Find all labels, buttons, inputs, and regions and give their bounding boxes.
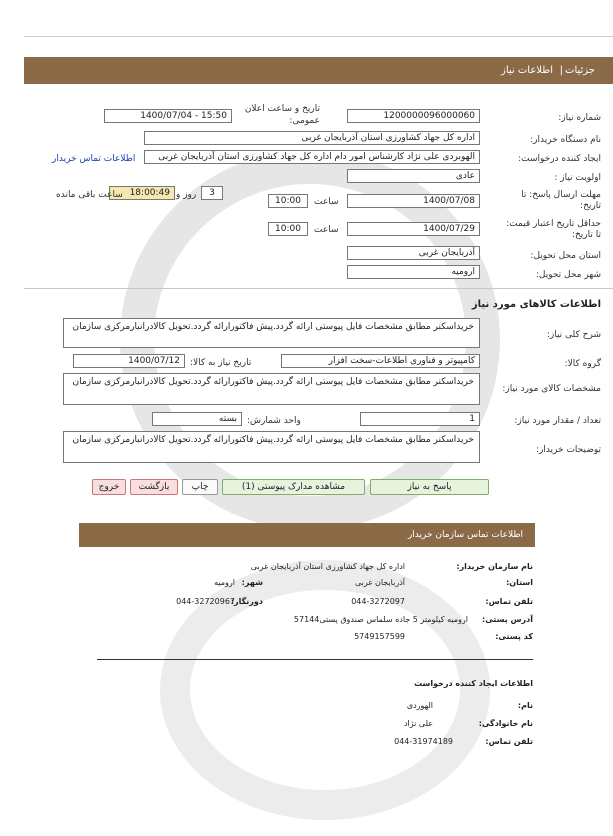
buyer-label: نام دستگاه خریدار:: [530, 135, 601, 145]
announce-date-field: 1400/07/04 - 15:50: [104, 109, 232, 123]
need-date-field: 1400/07/12: [73, 354, 185, 368]
contact-province-label: استان:: [506, 578, 533, 587]
back-button[interactable]: بازگشت: [130, 479, 178, 495]
remaining-days-field: 3: [201, 186, 223, 200]
buyer-field: اداره کل جهاد کشاورزی استان آذربایجان غربی: [144, 131, 480, 145]
contact-divider: [97, 659, 533, 660]
announce-date-label: تاریخ و ساعت اعلان عمومی:: [244, 104, 320, 126]
unit-label: واحد شمارش:: [247, 416, 301, 426]
exit-button[interactable]: خروج: [92, 479, 126, 495]
priority-label: اولویت نیاز :: [554, 173, 601, 183]
requester-last-name-label: نام خانوادگی:: [478, 719, 533, 728]
delivery-city-label: شهر محل تحویل:: [535, 270, 601, 280]
contact-phone-value: 044-3272097: [351, 597, 405, 606]
priority-field: عادی: [347, 169, 480, 183]
contact-fax-label: دورنگار:: [230, 597, 263, 606]
delivery-city-field: ارومیه: [347, 265, 480, 279]
requester-section-title: اطلاعات ایجاد کننده درخواست: [414, 679, 533, 688]
breadcrumb-details[interactable]: جزئیات: [565, 65, 595, 76]
contact-info-bar: [79, 523, 535, 547]
quantity-label: تعداد / مقدار مورد نیاز:: [514, 416, 601, 426]
validity-time-field: 10:00: [268, 222, 308, 236]
goods-group-field: کامپیوتر و فناوری اطلاعات-سخت افزار: [281, 354, 480, 368]
general-desc-label: شرح کلی نیاز:: [546, 330, 601, 340]
deadline-time-field: 10:00: [268, 194, 308, 208]
remaining-hours-label: ساعت باقی مانده: [56, 190, 123, 200]
delivery-province-field: آذربایجان غربی: [347, 246, 480, 260]
contact-postal-label: کد پستی:: [495, 632, 533, 641]
deadline-date-field: 1400/07/08: [347, 194, 480, 208]
breadcrumb-need-info[interactable]: اطلاعات نیاز: [501, 65, 553, 76]
general-desc-field: خریداسکنر مطابق مشخصات فایل پیوستی ارائه گردد.پیش فاکتورارائه گردد.تحویل کالادرانبارمرکزی سازمان: [63, 318, 480, 348]
contact-fax-value: 044-32720967: [176, 597, 235, 606]
delivery-province-label: استان محل تحویل:: [530, 251, 601, 261]
unit-field: بسته: [152, 412, 242, 426]
top-divider: [24, 36, 613, 37]
remaining-time-field: 18:00:49: [109, 186, 175, 200]
buyer-contact-link[interactable]: اطلاعات تماس خریدار: [52, 154, 136, 164]
requester-first-name-value: الهوردی: [406, 701, 433, 710]
deadline-time-label: ساعت: [314, 197, 339, 207]
org-name-label: نام سازمان خریدار:: [456, 562, 533, 571]
contact-phone-label: تلفن تماس:: [485, 597, 533, 606]
title-bar: [24, 57, 613, 84]
validity-time-label: ساعت: [314, 225, 339, 235]
buyer-notes-label: توضیحات خریدار:: [535, 445, 601, 455]
goods-spec-label: مشخصات کالای مورد نیاز:: [502, 384, 601, 394]
goods-group-label: گروه کالا:: [564, 359, 601, 369]
buyer-notes-field: خریداسکنر مطابق مشخصات فایل پیوستی ارائه گردد.پیش فاکتورارائه گردد.تحویل کالادرانبارمرکزی سازمان: [63, 431, 480, 463]
deadline-label: مهلت ارسال پاسخ: تا تاریخ:: [521, 190, 601, 211]
need-number-label: شماره نیاز:: [558, 113, 601, 123]
attachments-button[interactable]: مشاهده مدارک پیوستی (1): [222, 479, 365, 495]
contact-info-title: اطلاعات تماس سازمان خریدار: [407, 530, 523, 540]
requester-last-name-value: علی نژاد: [403, 719, 433, 728]
remaining-days-label: روز و: [176, 190, 197, 200]
need-number-field: 1200000096000060: [347, 109, 480, 123]
goods-section-title: اطلاعات کالاهای مورد نیاز: [471, 299, 601, 310]
creator-field: الهوبردی علی نژاد کارشناس امور دام اداره کل جهاد کشاورزی استان آذربایجان غربی: [144, 150, 480, 164]
need-date-label: تاریخ نیاز به کالا:: [190, 358, 252, 368]
creator-label: ایجاد کننده درخواست:: [518, 154, 601, 164]
goods-spec-field: خریداسکنر مطابق مشخصات فایل پیوستی ارائه گردد.پیش فاکتورارائه گردد.تحویل کالادرانبارمرکزی سازمان: [63, 373, 480, 405]
section-divider: [24, 288, 613, 289]
breadcrumb-separator: |: [559, 65, 563, 76]
price-validity-label: حداقل تاریخ اعتبار قیمت: تا تاریخ:: [506, 219, 601, 240]
quantity-field: 1: [360, 412, 480, 426]
validity-date-field: 1400/07/29: [347, 222, 480, 236]
contact-address-label: آدرس پستی:: [482, 615, 533, 624]
org-name-value: اداره کل جهاد کشاورزی استان آذربایجان غربی: [250, 562, 405, 571]
contact-postal-value: 5749157599: [354, 632, 405, 641]
requester-phone-value: 044-31974189: [394, 737, 453, 746]
contact-address-value: ارومیه کیلومتر 5 جاده سلماس صندوق پستی57144: [293, 615, 468, 624]
contact-province-value: آذربایجان غربی: [354, 578, 405, 587]
requester-phone-label: تلفن تماس:: [485, 737, 533, 746]
requester-first-name-label: نام:: [517, 701, 533, 710]
reply-button[interactable]: پاسخ به نیاز: [370, 479, 489, 495]
contact-city-label: شهر:: [241, 578, 263, 587]
print-button[interactable]: چاپ: [182, 479, 218, 495]
contact-city-value: ارومیه: [214, 578, 235, 587]
